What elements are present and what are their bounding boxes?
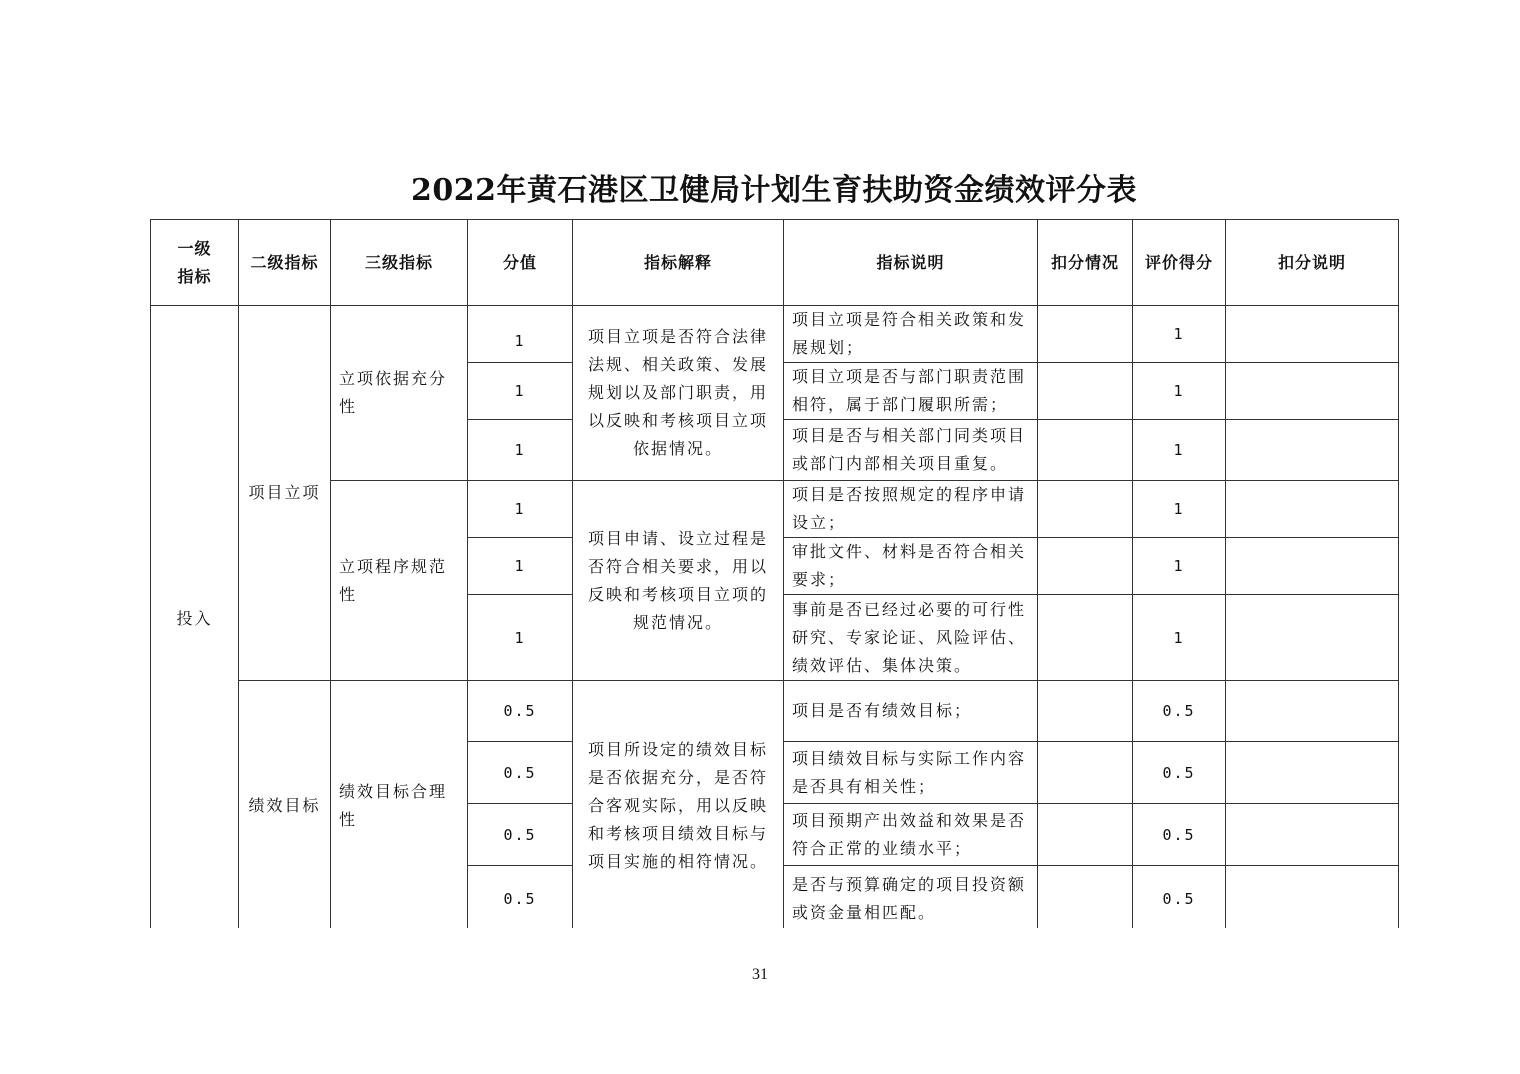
note-cell: 审批文件、材料是否符合相关要求； bbox=[784, 538, 1038, 595]
result-cell: 1 bbox=[1133, 595, 1226, 681]
note-cell: 是否与预算确定的项目投资额或资金量相匹配。 bbox=[784, 866, 1038, 932]
result-cell: 0.5 bbox=[1133, 804, 1226, 866]
deduction-cell bbox=[1038, 866, 1133, 932]
explanation-cell-goal: 项目所设定的绩效目标是否依据充分，是否符合客观实际，用以反映和考核项目绩效目标与项目实施的相符情况。 bbox=[573, 681, 784, 933]
deduction-cell bbox=[1038, 420, 1133, 481]
explanation-cell-basis: 项目立项是否符合法律法规、相关政策、发展规划以及部门职责，用以反映和考核项目立项依据情况。 bbox=[573, 306, 784, 481]
score-cell: 0.5 bbox=[468, 681, 573, 742]
header-row bbox=[151, 220, 1399, 306]
level3-cell-procedure: 立项程序规范性 bbox=[331, 481, 468, 681]
performance-score-table bbox=[150, 219, 1399, 933]
header-note: 指标说明 bbox=[784, 220, 1038, 306]
remark-cell bbox=[1226, 306, 1399, 363]
note-cell: 项目绩效目标与实际工作内容是否具有相关性； bbox=[784, 742, 1038, 804]
score-cell: 1 bbox=[468, 420, 573, 481]
score-cell: 0.5 bbox=[468, 804, 573, 866]
level3-cell-goal-rationality: 绩效目标合理性 bbox=[331, 681, 468, 933]
table-continuation-cut bbox=[150, 928, 1400, 936]
note-cell: 事前是否已经过必要的可行性研究、专家论证、风险评估、绩效评估、集体决策。 bbox=[784, 595, 1038, 681]
note-cell: 项目是否有绩效目标； bbox=[784, 681, 1038, 742]
deduction-cell bbox=[1038, 481, 1133, 538]
result-cell: 1 bbox=[1133, 481, 1226, 538]
header-result: 评价得分 bbox=[1133, 220, 1226, 306]
deduction-cell bbox=[1038, 804, 1133, 866]
header-level3: 三级指标 bbox=[331, 220, 468, 306]
deduction-cell bbox=[1038, 681, 1133, 742]
deduction-cell bbox=[1038, 595, 1133, 681]
result-cell: 1 bbox=[1133, 363, 1226, 420]
remark-cell bbox=[1226, 481, 1399, 538]
remark-cell bbox=[1226, 595, 1399, 681]
deduction-cell bbox=[1038, 363, 1133, 420]
header-deduction: 扣分情况 bbox=[1038, 220, 1133, 306]
score-cell: 1 bbox=[468, 306, 573, 363]
remark-cell bbox=[1226, 363, 1399, 420]
score-cell: 0.5 bbox=[468, 866, 573, 932]
score-cell: 0.5 bbox=[468, 742, 573, 804]
header-level2: 二级指标 bbox=[239, 220, 331, 306]
note-cell: 项目是否与相关部门同类项目或部门内部相关项目重复。 bbox=[784, 420, 1038, 481]
deduction-cell bbox=[1038, 742, 1133, 804]
remark-cell bbox=[1226, 420, 1399, 481]
level3-cell-basis: 立项依据充分性 bbox=[331, 306, 468, 481]
explanation-cell-procedure: 项目申请、设立过程是否符合相关要求，用以反映和考核项目立项的规范情况。 bbox=[573, 481, 784, 681]
remark-cell bbox=[1226, 866, 1399, 932]
score-cell: 1 bbox=[468, 363, 573, 420]
score-cell: 1 bbox=[468, 538, 573, 595]
header-score: 分值 bbox=[468, 220, 573, 306]
note-cell: 项目是否按照规定的程序申请设立； bbox=[784, 481, 1038, 538]
result-cell: 1 bbox=[1133, 420, 1226, 481]
remark-cell bbox=[1226, 742, 1399, 804]
header-remark: 扣分说明 bbox=[1226, 220, 1399, 306]
header-level1: 一级指标 bbox=[151, 220, 239, 306]
score-cell: 1 bbox=[468, 481, 573, 538]
score-cell: 1 bbox=[468, 595, 573, 681]
note-cell: 项目立项是否与部门职责范围相符，属于部门履职所需； bbox=[784, 363, 1038, 420]
result-cell: 0.5 bbox=[1133, 742, 1226, 804]
result-cell: 1 bbox=[1133, 306, 1226, 363]
deduction-cell bbox=[1038, 538, 1133, 595]
table-row bbox=[151, 681, 1399, 742]
table-row bbox=[151, 306, 1399, 363]
remark-cell bbox=[1226, 804, 1399, 866]
result-cell: 1 bbox=[1133, 538, 1226, 595]
level1-cell: 投入 bbox=[151, 306, 239, 933]
page-number: 31 bbox=[752, 966, 768, 983]
table-row bbox=[151, 481, 1399, 538]
header-explanation: 指标解释 bbox=[573, 220, 784, 306]
page-title: 2022年黄石港区卫健局计划生育扶助资金绩效评分表 bbox=[411, 173, 1137, 208]
deduction-cell bbox=[1038, 306, 1133, 363]
remark-cell bbox=[1226, 538, 1399, 595]
note-cell: 项目立项是符合相关政策和发展规划； bbox=[784, 306, 1038, 363]
level2-cell-project-setup: 项目立项 bbox=[239, 306, 331, 681]
remark-cell bbox=[1226, 681, 1399, 742]
result-cell: 0.5 bbox=[1133, 866, 1226, 932]
result-cell: 0.5 bbox=[1133, 681, 1226, 742]
level2-cell-performance-goal: 绩效目标 bbox=[239, 681, 331, 933]
note-cell: 项目预期产出效益和效果是否符合正常的业绩水平； bbox=[784, 804, 1038, 866]
